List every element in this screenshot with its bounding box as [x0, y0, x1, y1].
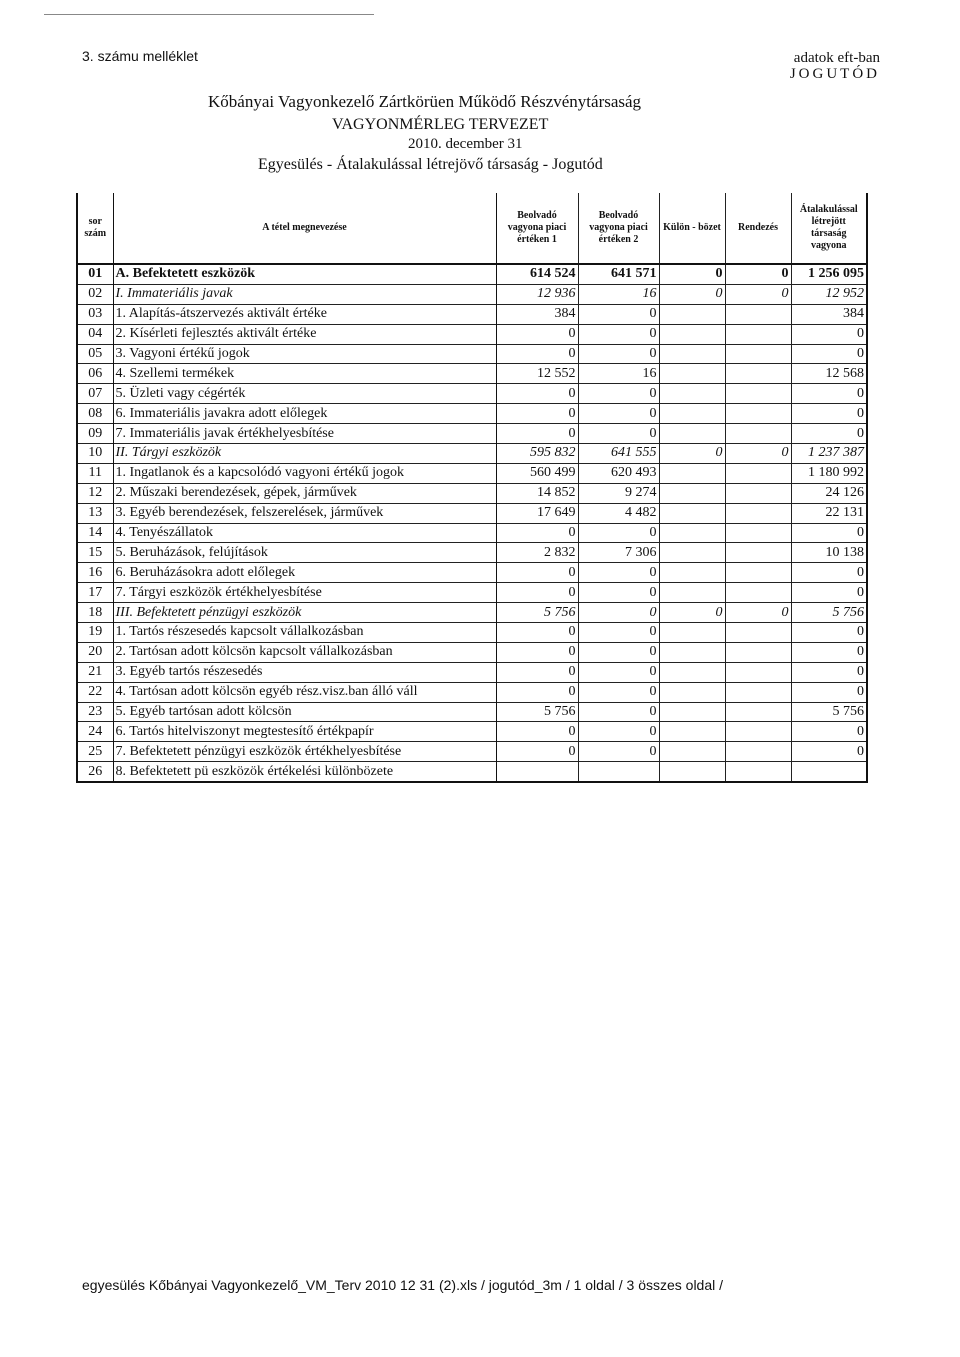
cell-name: 1. Tartós részesedés kapcsolt vállalkozásban [113, 623, 496, 643]
cell-c1: 17 649 [496, 503, 578, 523]
cell-name: I. Immateriális javak [113, 284, 496, 304]
cell-c3 [659, 642, 725, 662]
cell-c5: 22 131 [791, 503, 867, 523]
cell-c1: 614 524 [496, 264, 578, 284]
cell-c5: 0 [791, 642, 867, 662]
table-row [77, 324, 867, 344]
cell-c5: 0 [791, 742, 867, 762]
cell-name: 6. Immateriális javakra adott előlegek [113, 404, 496, 424]
cell-sor: 25 [77, 742, 113, 762]
top-divider-line [44, 14, 374, 15]
cell-c2: 0 [578, 324, 659, 344]
cell-sor: 14 [77, 523, 113, 543]
table-row [77, 543, 867, 563]
cell-sor: 24 [77, 722, 113, 742]
cell-c3 [659, 523, 725, 543]
cell-c5: 5 756 [791, 603, 867, 623]
cell-c3: 0 [659, 444, 725, 464]
cell-sor: 18 [77, 603, 113, 623]
cell-c2 [578, 762, 659, 782]
cell-c3 [659, 762, 725, 782]
table-row [77, 384, 867, 404]
cell-c3: 0 [659, 603, 725, 623]
cell-c3 [659, 463, 725, 483]
cell-c3 [659, 304, 725, 324]
cell-sor: 08 [77, 404, 113, 424]
table-row [77, 424, 867, 444]
cell-c4 [725, 364, 791, 384]
cell-c4 [725, 702, 791, 722]
cell-c1: 0 [496, 324, 578, 344]
cell-sor: 07 [77, 384, 113, 404]
col-header-sor: sor szám [77, 193, 113, 264]
cell-sor: 16 [77, 563, 113, 583]
cell-c1: 0 [496, 424, 578, 444]
cell-c2: 7 306 [578, 543, 659, 563]
cell-c1: 0 [496, 344, 578, 364]
balance-sheet-table [76, 193, 868, 783]
cell-sor: 21 [77, 662, 113, 682]
cell-c2: 0 [578, 642, 659, 662]
cell-c5: 1 256 095 [791, 264, 867, 284]
table-row [77, 364, 867, 384]
cell-c4: 0 [725, 603, 791, 623]
file-path-footer: egyesülés Kőbányai Vagyonkezelő_VM_Terv 2010 12 31 (2).xls / jogutód_3m / 1 oldal / 3 összes oldal / [82, 1277, 724, 1293]
cell-c2: 16 [578, 284, 659, 304]
cell-c2: 0 [578, 344, 659, 364]
cell-name: 7. Tárgyi eszközök értékhelyesbítése [113, 583, 496, 603]
cell-c5: 1 180 992 [791, 463, 867, 483]
cell-sor: 13 [77, 503, 113, 523]
cell-c5: 12 952 [791, 284, 867, 304]
company-title: Kőbányai Vagyonkezelő Zártkörüen Működő Részvénytársaság [208, 92, 642, 111]
table-row [77, 583, 867, 603]
cell-c5 [791, 762, 867, 782]
cell-c3 [659, 722, 725, 742]
table-row [77, 344, 867, 364]
cell-name: 8. Befektetett pü eszközök értékelési különbözete [113, 762, 496, 782]
cell-c4 [725, 523, 791, 543]
report-date: 2010. december 31 [408, 136, 523, 152]
cell-c3 [659, 344, 725, 364]
cell-name: 4. Tenyészállatok [113, 523, 496, 543]
cell-c5: 0 [791, 623, 867, 643]
cell-c3 [659, 404, 725, 424]
cell-c3: 0 [659, 264, 725, 284]
table-row [77, 722, 867, 742]
cell-c4 [725, 344, 791, 364]
cell-c4: 0 [725, 284, 791, 304]
cell-c5: 0 [791, 583, 867, 603]
cell-c1: 0 [496, 404, 578, 424]
cell-c4 [725, 563, 791, 583]
cell-c1: 14 852 [496, 483, 578, 503]
cell-sor: 05 [77, 344, 113, 364]
table-row [77, 642, 867, 662]
cell-c2: 0 [578, 563, 659, 583]
cell-c1: 0 [496, 722, 578, 742]
cell-c2: 0 [578, 424, 659, 444]
cell-c5: 10 138 [791, 543, 867, 563]
col-header-c2: Beolvadó vagyona piaci értéken 2 [578, 193, 659, 264]
cell-c2: 0 [578, 662, 659, 682]
cell-name: 3. Egyéb berendezések, felszerelések, járművek [113, 503, 496, 523]
table-row [77, 284, 867, 304]
cell-c1 [496, 762, 578, 782]
cell-c3 [659, 742, 725, 762]
cell-c4 [725, 583, 791, 603]
cell-c4 [725, 304, 791, 324]
cell-c5: 0 [791, 563, 867, 583]
cell-name: A. Befektetett eszközök [113, 264, 496, 284]
cell-c4 [725, 642, 791, 662]
table-header-row [77, 193, 867, 264]
cell-c2: 0 [578, 702, 659, 722]
unit-label: adatok eft-ban [793, 50, 880, 66]
successor-label: JOGUTÓD [789, 66, 880, 82]
cell-c4: 0 [725, 444, 791, 464]
table-row [77, 463, 867, 483]
table-row [77, 762, 867, 782]
cell-c3 [659, 662, 725, 682]
cell-sor: 20 [77, 642, 113, 662]
cell-c1: 560 499 [496, 463, 578, 483]
cell-c3 [659, 503, 725, 523]
cell-c5: 384 [791, 304, 867, 324]
cell-c5: 0 [791, 344, 867, 364]
cell-c2: 9 274 [578, 483, 659, 503]
cell-c3 [659, 324, 725, 344]
table-row [77, 444, 867, 464]
cell-c4 [725, 384, 791, 404]
cell-c1: 12 936 [496, 284, 578, 304]
table-row [77, 662, 867, 682]
cell-c5: 0 [791, 662, 867, 682]
cell-name: 1. Alapítás-átszervezés aktivált értéke [113, 304, 496, 324]
col-header-c4: Rendezés [725, 193, 791, 264]
cell-name: 2. Műszaki berendezések, gépek, járművek [113, 483, 496, 503]
cell-name: 4. Szellemi termékek [113, 364, 496, 384]
cell-sor: 01 [77, 264, 113, 284]
cell-c4: 0 [725, 264, 791, 284]
cell-c5: 0 [791, 384, 867, 404]
cell-name: 6. Tartós hitelviszonyt megtestesítő értékpapír [113, 722, 496, 742]
col-header-name: A tétel megnevezése [113, 193, 496, 264]
col-header-c1: Beolvadó vagyona piaci értéken 1 [496, 193, 578, 264]
cell-c4 [725, 503, 791, 523]
annex-label: 3. számu melléklet [82, 48, 198, 64]
cell-c4 [725, 404, 791, 424]
cell-c5: 0 [791, 523, 867, 543]
report-subtitle: Egyesülés - Átalakulással létrejövő társaság - Jogutód [258, 156, 603, 173]
cell-c2: 0 [578, 304, 659, 324]
cell-c5: 0 [791, 404, 867, 424]
cell-c4 [725, 722, 791, 742]
cell-c2: 0 [578, 583, 659, 603]
cell-name: 7. Befektetett pénzügyi eszközök értékhelyesbítése [113, 742, 496, 762]
cell-c4 [725, 623, 791, 643]
cell-c3 [659, 682, 725, 702]
table-row [77, 404, 867, 424]
cell-c4 [725, 662, 791, 682]
cell-c1: 0 [496, 642, 578, 662]
cell-sor: 11 [77, 463, 113, 483]
cell-c1: 595 832 [496, 444, 578, 464]
cell-c1: 0 [496, 523, 578, 543]
cell-name: 6. Beruházásokra adott előlegek [113, 563, 496, 583]
cell-c5: 0 [791, 682, 867, 702]
cell-c2: 0 [578, 682, 659, 702]
cell-c5: 24 126 [791, 483, 867, 503]
table-row [77, 603, 867, 623]
cell-name: 5. Beruházások, felújítások [113, 543, 496, 563]
cell-c2: 641 571 [578, 264, 659, 284]
cell-c3 [659, 543, 725, 563]
cell-sor: 19 [77, 623, 113, 643]
cell-c3 [659, 483, 725, 503]
cell-c2: 0 [578, 404, 659, 424]
cell-c2: 0 [578, 384, 659, 404]
cell-sor: 15 [77, 543, 113, 563]
cell-name: 1. Ingatlanok és a kapcsolódó vagyoni értékű jogok [113, 463, 496, 483]
table-row [77, 264, 867, 284]
cell-c4 [725, 742, 791, 762]
cell-c5: 0 [791, 424, 867, 444]
cell-c4 [725, 324, 791, 344]
cell-c1: 0 [496, 583, 578, 603]
cell-c1: 0 [496, 623, 578, 643]
cell-sor: 09 [77, 424, 113, 444]
cell-c5: 0 [791, 722, 867, 742]
col-header-c5: Átalakulással létrejött társaság vagyona [791, 193, 867, 264]
cell-name: 4. Tartósan adott kölcsön egyéb rész.visz.ban álló váll [113, 682, 496, 702]
cell-name: 2. Kísérleti fejlesztés aktivált értéke [113, 324, 496, 344]
cell-c5: 1 237 387 [791, 444, 867, 464]
cell-c1: 5 756 [496, 702, 578, 722]
cell-c1: 0 [496, 682, 578, 702]
cell-c2: 0 [578, 603, 659, 623]
report-title: VAGYONMÉRLEG TERVEZET [332, 116, 549, 133]
cell-name: 7. Immateriális javak értékhelyesbítése [113, 424, 496, 444]
cell-c5: 12 568 [791, 364, 867, 384]
cell-sor: 03 [77, 304, 113, 324]
cell-c3 [659, 563, 725, 583]
table-row [77, 702, 867, 722]
cell-c5: 5 756 [791, 702, 867, 722]
cell-c2: 0 [578, 742, 659, 762]
table-row [77, 682, 867, 702]
cell-c1: 5 756 [496, 603, 578, 623]
table-row [77, 742, 867, 762]
cell-c2: 16 [578, 364, 659, 384]
cell-c2: 0 [578, 722, 659, 742]
cell-sor: 23 [77, 702, 113, 722]
cell-name: II. Tárgyi eszközök [113, 444, 496, 464]
cell-c4 [725, 543, 791, 563]
cell-c2: 620 493 [578, 463, 659, 483]
cell-c2: 0 [578, 523, 659, 543]
cell-sor: 04 [77, 324, 113, 344]
cell-sor: 12 [77, 483, 113, 503]
table-row [77, 503, 867, 523]
table-row [77, 623, 867, 643]
table-row [77, 523, 867, 543]
cell-c3 [659, 583, 725, 603]
cell-sor: 26 [77, 762, 113, 782]
cell-c3 [659, 623, 725, 643]
cell-sor: 22 [77, 682, 113, 702]
cell-c4 [725, 762, 791, 782]
cell-c1: 384 [496, 304, 578, 324]
cell-c3 [659, 384, 725, 404]
cell-sor: 06 [77, 364, 113, 384]
cell-c1: 2 832 [496, 543, 578, 563]
cell-c1: 0 [496, 563, 578, 583]
cell-name: 3. Vagyoni értékű jogok [113, 344, 496, 364]
cell-sor: 02 [77, 284, 113, 304]
cell-name: 5. Üzleti vagy cégérték [113, 384, 496, 404]
cell-c3 [659, 702, 725, 722]
table-row [77, 304, 867, 324]
cell-name: III. Befektetett pénzügyi eszközök [113, 603, 496, 623]
cell-c4 [725, 483, 791, 503]
cell-c3 [659, 424, 725, 444]
cell-c3 [659, 364, 725, 384]
cell-c4 [725, 682, 791, 702]
cell-c1: 12 552 [496, 364, 578, 384]
cell-c2: 641 555 [578, 444, 659, 464]
cell-c4 [725, 424, 791, 444]
cell-c4 [725, 463, 791, 483]
cell-c1: 0 [496, 662, 578, 682]
cell-sor: 10 [77, 444, 113, 464]
cell-c2: 4 482 [578, 503, 659, 523]
table-row [77, 563, 867, 583]
table-row [77, 483, 867, 503]
cell-name: 3. Egyéb tartós részesedés [113, 662, 496, 682]
cell-c1: 0 [496, 384, 578, 404]
cell-c2: 0 [578, 623, 659, 643]
cell-name: 5. Egyéb tartósan adott kölcsön [113, 702, 496, 722]
cell-c1: 0 [496, 742, 578, 762]
cell-name: 2. Tartósan adott kölcsön kapcsolt vállalkozásban [113, 642, 496, 662]
cell-c5: 0 [791, 324, 867, 344]
cell-sor: 17 [77, 583, 113, 603]
cell-c3: 0 [659, 284, 725, 304]
col-header-c3: Külön - bözet [659, 193, 725, 264]
